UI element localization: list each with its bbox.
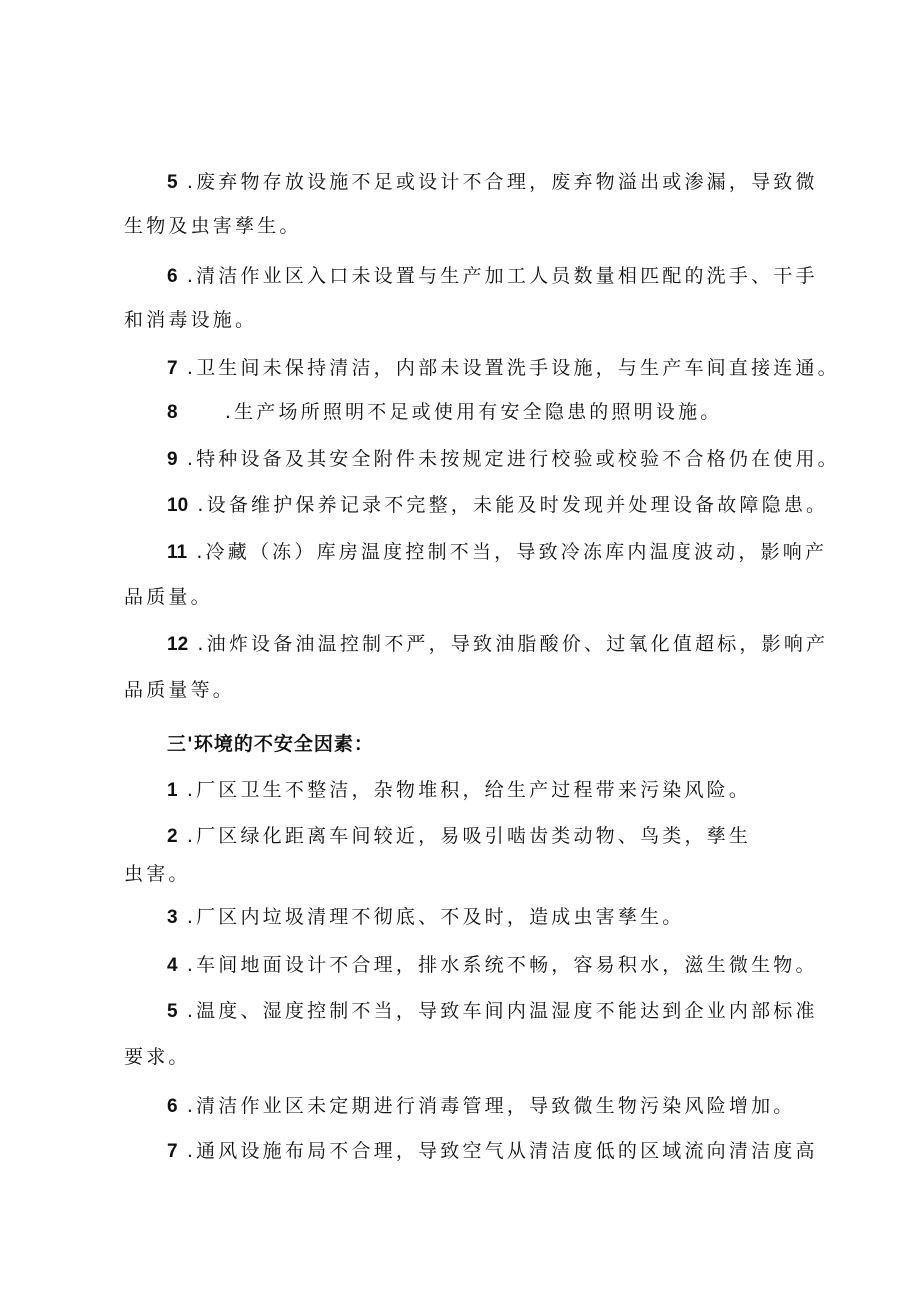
item-text: .温度、湿度控制不当，导致车间内温湿度不能达到企业内部标准 [186, 1000, 818, 1022]
item-text: .厂区绿化距离车间较近，易吸引啮齿类动物、鸟类，孳生 [186, 825, 752, 847]
item-text: .卫生间未保持清洁，内部未设置洗手设施，与生产车间直接连通。 [186, 357, 840, 379]
list-item-1 [167, 778, 751, 803]
item-number: 8 [167, 402, 178, 423]
item-number: 6 [167, 1096, 178, 1117]
list-item-12 [167, 632, 828, 657]
item-number: 1 [167, 780, 178, 801]
item-number: 7 [167, 1141, 178, 1162]
item-number: 5 [167, 172, 178, 193]
list-item-7b [167, 1139, 818, 1164]
item-number: 12 [167, 634, 189, 655]
list-item-5 [167, 170, 818, 195]
item-text: 品质量等。 [124, 679, 236, 701]
item-text: .车间地面设计不合理，排水系统不畅，容易积水，滋生微生物。 [186, 954, 818, 976]
list-item-6b [167, 1094, 795, 1119]
item-number: 7 [167, 358, 178, 379]
list-item-6-continuation [124, 308, 257, 332]
list-item-5-continuation [124, 214, 302, 238]
list-item-8 [167, 400, 722, 425]
list-item-6 [167, 264, 818, 289]
item-text: .清洁作业区入口未设置与生产加工人员数量相匹配的洗手、干手 [186, 265, 818, 287]
item-number: 10 [167, 495, 189, 516]
section-heading: 三'环境的不安全因素： [167, 733, 374, 755]
item-number: 5 [167, 1001, 178, 1022]
item-text: .厂区内垃圾清理不彻底、不及时，造成虫害孳生。 [186, 906, 685, 928]
list-item-12-continuation [124, 678, 235, 702]
item-text: .厂区卫生不整洁，杂物堆积，给生产过程带来污染风险。 [186, 779, 752, 801]
list-item-7 [167, 356, 840, 381]
list-item-11-continuation [124, 585, 213, 609]
item-text: .生产场所照明不足或使用有安全隐患的照明设施。 [224, 401, 723, 423]
list-item-9 [167, 447, 840, 472]
item-number: 11 [167, 542, 188, 563]
list-item-2 [167, 824, 751, 849]
item-number: 2 [167, 826, 178, 847]
list-item-5b [167, 999, 818, 1024]
item-text: 生物及虫害孳生。 [124, 215, 302, 237]
item-text: 虫害。 [124, 863, 191, 885]
item-number: 4 [167, 955, 178, 976]
item-number: 6 [167, 266, 178, 287]
item-number: 3 [167, 907, 178, 928]
list-item-10 [167, 493, 828, 518]
list-item-3 [167, 905, 684, 930]
list-item-4 [167, 953, 818, 978]
item-number: 9 [167, 449, 178, 470]
item-text: .冷藏（冻）库房温度控制不当，导致冷冻库内温度波动，影响产 [196, 541, 828, 563]
list-item-5b-continuation [124, 1045, 191, 1069]
item-text: .油炸设备油温控制不严，导致油脂酸价、过氧化值超标，影响产 [197, 633, 829, 655]
item-text: 品质量。 [124, 586, 213, 608]
list-item-11 [167, 540, 827, 565]
item-text: .特种设备及其安全附件未按规定进行校验或校验不合格仍在使用。 [186, 448, 840, 470]
item-text: .废弃物存放设施不足或设计不合理，废弃物溢出或渗漏，导致微 [186, 171, 818, 193]
item-text: 要求。 [124, 1046, 191, 1068]
item-text: .清洁作业区未定期进行消毒管理，导致微生物污染风险增加。 [186, 1095, 796, 1117]
item-text: .通风设施布局不合理，导致空气从清洁度低的区域流向清洁度高 [186, 1140, 818, 1162]
item-text: .设备维护保养记录不完整，未能及时发现并处理设备故障隐患。 [197, 494, 829, 516]
item-text: 和消毒设施。 [124, 309, 258, 331]
list-item-2-continuation [124, 862, 191, 886]
